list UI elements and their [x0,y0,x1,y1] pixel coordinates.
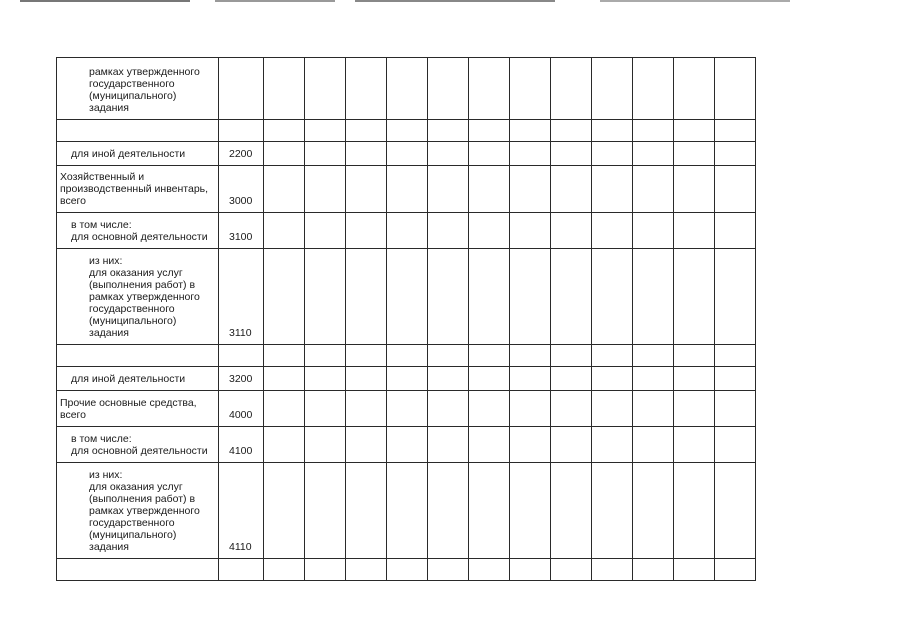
value-cell [592,58,633,120]
value-cell [592,345,633,367]
row-code-cell: 3110 [219,249,264,345]
value-cell [346,427,387,463]
value-cell [674,142,715,166]
value-cell [674,166,715,213]
row-name-cell: рамках утвержденного государственного (муниципального) задания [57,58,219,120]
value-cell [715,58,756,120]
document-table-container [56,57,756,581]
value-cell [387,249,428,345]
value-cell [674,427,715,463]
value-cell [305,213,346,249]
value-cell [264,213,305,249]
value-cell [305,559,346,581]
value-cell [387,213,428,249]
value-cell [551,142,592,166]
scan-artifact [20,0,190,2]
value-cell [469,345,510,367]
value-cell [428,120,469,142]
value-cell [469,249,510,345]
value-cell [592,120,633,142]
row-code-cell [219,120,264,142]
value-cell [715,142,756,166]
row-name-cell: для иной деятельности [57,367,219,391]
scan-artifact [215,0,335,2]
row-code-cell: 2200 [219,142,264,166]
value-cell [551,367,592,391]
value-cell [346,391,387,427]
value-cell [428,213,469,249]
value-cell [510,345,551,367]
value-cell [674,345,715,367]
row-code-cell: 3100 [219,213,264,249]
value-cell [592,463,633,559]
value-cell [633,463,674,559]
value-cell [510,559,551,581]
value-cell [715,367,756,391]
value-cell [305,142,346,166]
value-cell [387,559,428,581]
value-cell [715,213,756,249]
value-cell [551,559,592,581]
value-cell [551,391,592,427]
value-cell [592,249,633,345]
value-cell [305,249,346,345]
scan-artifact [600,0,790,2]
value-cell [346,559,387,581]
value-cell [551,249,592,345]
row-name-cell [57,559,219,581]
value-cell [633,120,674,142]
value-cell [428,345,469,367]
value-cell [387,120,428,142]
value-cell [305,463,346,559]
value-cell [469,427,510,463]
value-cell [264,345,305,367]
table-row [57,120,756,142]
value-cell [674,249,715,345]
value-cell [428,166,469,213]
value-cell [674,213,715,249]
value-cell [346,166,387,213]
value-cell [387,58,428,120]
value-cell [469,166,510,213]
value-cell [346,367,387,391]
value-cell [469,213,510,249]
value-cell [633,367,674,391]
table-row [57,58,756,120]
value-cell [715,391,756,427]
value-cell [264,166,305,213]
row-name-cell: для иной деятельности [57,142,219,166]
value-cell [428,391,469,427]
table-row [57,463,756,559]
value-cell [510,142,551,166]
value-cell [264,559,305,581]
value-cell [633,345,674,367]
value-cell [305,166,346,213]
value-cell [469,463,510,559]
value-cell [346,463,387,559]
value-cell [551,345,592,367]
value-cell [592,367,633,391]
value-cell [387,166,428,213]
value-cell [715,345,756,367]
value-cell [346,142,387,166]
value-cell [633,249,674,345]
value-cell [510,213,551,249]
value-cell [264,120,305,142]
value-cell [510,427,551,463]
table-row [57,559,756,581]
value-cell [715,427,756,463]
value-cell [510,391,551,427]
value-cell [305,120,346,142]
table-row [57,391,756,427]
value-cell [387,463,428,559]
row-name-cell: из них: для оказания услуг (выполнения работ) в рамках утвержденного государственного (муниципального) задания [57,463,219,559]
value-cell [592,559,633,581]
value-cell [469,58,510,120]
value-cell [346,58,387,120]
value-cell [592,213,633,249]
value-cell [264,463,305,559]
value-cell [387,367,428,391]
value-cell [510,249,551,345]
row-code-cell [219,559,264,581]
value-cell [633,427,674,463]
value-cell [510,120,551,142]
row-code-cell: 3200 [219,367,264,391]
value-cell [510,58,551,120]
value-cell [715,249,756,345]
value-cell [592,166,633,213]
row-code-cell: 3000 [219,166,264,213]
value-cell [264,391,305,427]
row-code-cell: 4100 [219,427,264,463]
value-cell [469,142,510,166]
value-cell [715,120,756,142]
value-cell [469,391,510,427]
value-cell [428,463,469,559]
row-name-cell: Хозяйственный и производственный инвентарь, всего [57,166,219,213]
value-cell [674,120,715,142]
value-cell [346,249,387,345]
value-cell [633,166,674,213]
row-name-cell: Прочие основные средства, всего [57,391,219,427]
value-cell [264,249,305,345]
value-cell [264,427,305,463]
value-cell [387,391,428,427]
value-cell [592,427,633,463]
value-cell [592,142,633,166]
value-cell [428,427,469,463]
value-cell [305,427,346,463]
value-cell [510,367,551,391]
value-cell [264,58,305,120]
table-row [57,142,756,166]
value-cell [551,120,592,142]
value-cell [387,427,428,463]
value-cell [633,391,674,427]
value-cell [428,249,469,345]
row-name-cell [57,120,219,142]
row-name-cell: в том числе: для основной деятельности [57,427,219,463]
row-code-cell: 4000 [219,391,264,427]
value-cell [428,367,469,391]
fixed-assets-table [56,57,756,581]
value-cell [469,120,510,142]
value-cell [346,213,387,249]
value-cell [551,166,592,213]
value-cell [674,58,715,120]
value-cell [715,463,756,559]
value-cell [674,367,715,391]
value-cell [510,463,551,559]
value-cell [633,58,674,120]
value-cell [633,213,674,249]
value-cell [674,463,715,559]
table-row [57,213,756,249]
value-cell [387,345,428,367]
value-cell [715,559,756,581]
row-name-cell: из них: для оказания услуг (выполнения работ) в рамках утвержденного государственного (муниципального) задания [57,249,219,345]
value-cell [633,142,674,166]
value-cell [551,463,592,559]
value-cell [305,367,346,391]
value-cell [387,142,428,166]
value-cell [633,559,674,581]
value-cell [551,427,592,463]
value-cell [674,559,715,581]
value-cell [305,391,346,427]
value-cell [510,166,551,213]
row-name-cell [57,345,219,367]
value-cell [346,345,387,367]
value-cell [715,166,756,213]
value-cell [264,367,305,391]
value-cell [551,58,592,120]
row-name-cell: в том числе: для основной деятельности [57,213,219,249]
table-row [57,345,756,367]
table-row [57,166,756,213]
row-code-cell: 4110 [219,463,264,559]
table-row [57,249,756,345]
table-row [57,427,756,463]
value-cell [428,142,469,166]
value-cell [264,142,305,166]
value-cell [428,58,469,120]
value-cell [428,559,469,581]
value-cell [674,391,715,427]
value-cell [305,345,346,367]
value-cell [469,367,510,391]
value-cell [551,213,592,249]
value-cell [469,559,510,581]
row-code-cell [219,58,264,120]
table-row [57,367,756,391]
value-cell [305,58,346,120]
scan-artifact [355,0,555,2]
row-code-cell [219,345,264,367]
value-cell [346,120,387,142]
value-cell [592,391,633,427]
